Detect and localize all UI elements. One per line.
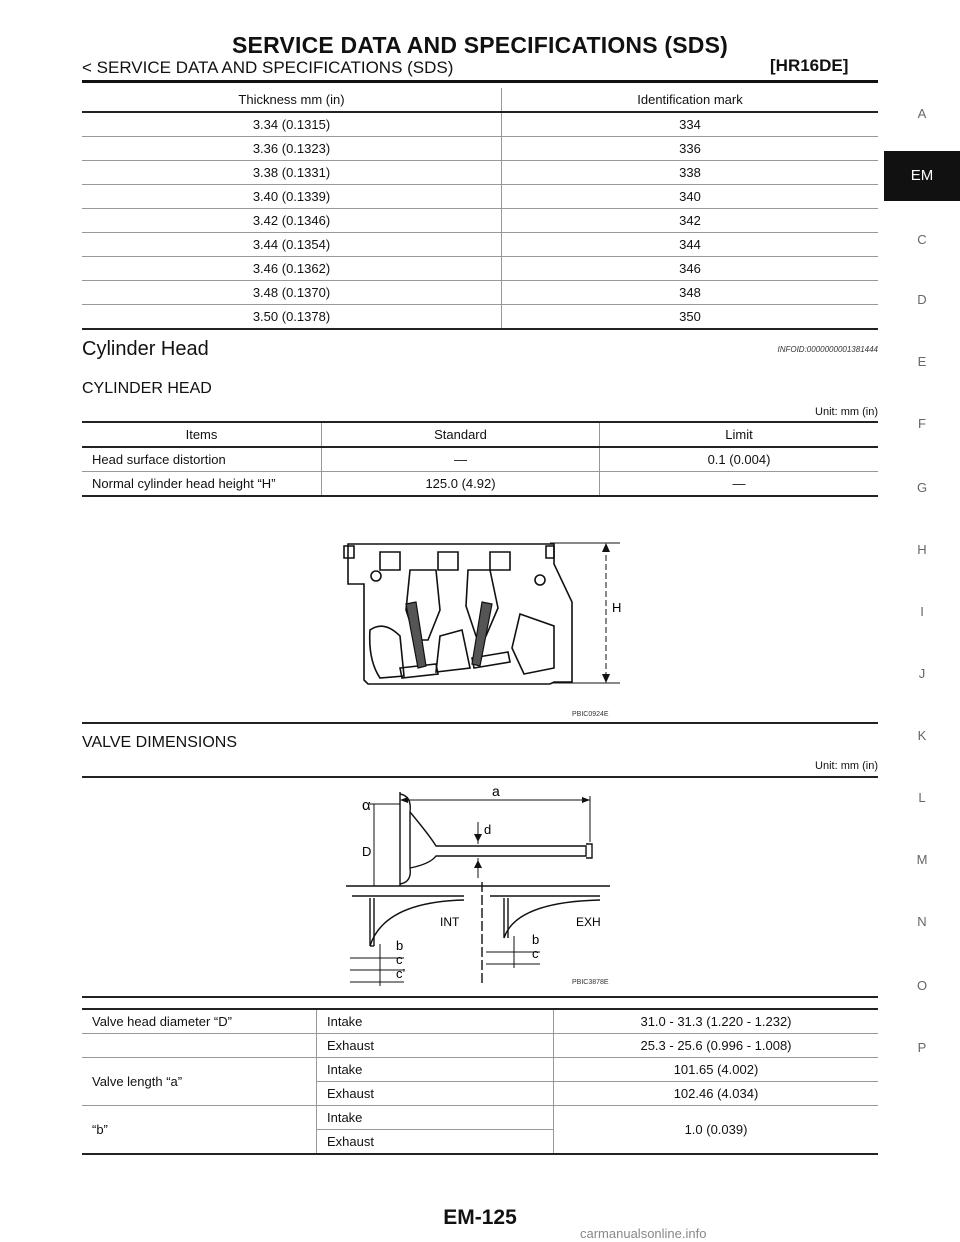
table-row xyxy=(82,257,878,281)
valve-dimensions-diagram xyxy=(340,782,630,992)
engine-model: [HR16DE] xyxy=(770,56,849,75)
type-cell: Exhaust xyxy=(317,1082,554,1106)
value-cell: 102.46 (4.034) xyxy=(554,1082,879,1106)
type-cell: Intake xyxy=(317,1009,554,1034)
thickness-cell: 3.40 (0.1339) xyxy=(82,185,502,209)
table-row xyxy=(82,209,878,233)
unit-label: Unit: mm (in) xyxy=(815,406,878,418)
thickness-cell: 3.42 (0.1346) xyxy=(82,209,502,233)
column-header: Items xyxy=(82,422,322,447)
table-row xyxy=(82,137,878,161)
standard-cell: — xyxy=(322,447,600,472)
subsection-title: VALVE DIMENSIONS xyxy=(82,734,237,751)
item-cell: Head surface distortion xyxy=(82,447,322,472)
section-rule xyxy=(82,996,878,998)
page-title: SERVICE DATA AND SPECIFICATIONS (SDS) xyxy=(232,32,728,58)
table-row xyxy=(82,112,878,137)
thickness-cell: 3.34 (0.1315) xyxy=(82,112,502,137)
table-row xyxy=(82,305,878,330)
table-row xyxy=(82,1106,878,1130)
column-header: Identification mark xyxy=(502,88,879,112)
table-row xyxy=(82,233,878,257)
standard-cell: 125.0 (4.92) xyxy=(322,472,600,497)
margin-b-label: b xyxy=(396,938,404,953)
page-number: EM-125 xyxy=(443,1206,517,1229)
unit-label: Unit: mm (in) xyxy=(815,760,878,772)
table-header-row xyxy=(82,88,878,112)
column-header: Standard xyxy=(322,422,600,447)
tab-o[interactable]: O xyxy=(916,978,928,993)
tab-n[interactable]: N xyxy=(917,914,927,929)
mark-cell: 334 xyxy=(502,112,879,137)
tab-h[interactable]: H xyxy=(917,542,927,557)
tab-f[interactable]: F xyxy=(918,416,926,431)
thickness-cell: 3.36 (0.1323) xyxy=(82,137,502,161)
valve-dimensions-table xyxy=(82,1008,878,1155)
mark-cell: 338 xyxy=(502,161,879,185)
type-cell: Intake xyxy=(317,1106,554,1130)
column-header: Limit xyxy=(600,422,879,447)
watermark: carmanualsonline.info xyxy=(580,1226,707,1241)
tab-g[interactable]: G xyxy=(916,480,928,495)
table-row xyxy=(82,1058,878,1082)
tab-m[interactable]: M xyxy=(916,852,928,867)
cylinder-head-table xyxy=(82,421,878,497)
type-cell: Exhaust xyxy=(317,1130,554,1155)
tab-p[interactable]: P xyxy=(917,1040,927,1055)
table-row xyxy=(82,161,878,185)
item-cell: Valve length “a” xyxy=(82,1058,317,1106)
tab-l[interactable]: L xyxy=(918,790,926,805)
exhaust-label: EXH xyxy=(576,915,601,929)
table-row xyxy=(82,281,878,305)
table-header-row xyxy=(82,422,878,447)
section-breadcrumb: < SERVICE DATA AND SPECIFICATIONS (SDS) xyxy=(82,58,454,77)
value-cell: 25.3 - 25.6 (0.996 - 1.008) xyxy=(554,1034,879,1058)
section-title: Cylinder Head xyxy=(82,338,209,360)
thickness-cell: 3.38 (0.1331) xyxy=(82,161,502,185)
table-row xyxy=(82,472,878,497)
type-cell: Intake xyxy=(317,1058,554,1082)
tab-em[interactable]: EM xyxy=(884,151,960,201)
header-rule xyxy=(82,80,878,83)
thickness-cell: 3.48 (0.1370) xyxy=(82,281,502,305)
tab-k[interactable]: K xyxy=(917,728,927,743)
margin-c-label: c xyxy=(396,952,403,967)
value-cell: 101.65 (4.002) xyxy=(554,1058,879,1082)
tab-j[interactable]: J xyxy=(918,666,926,681)
tab-d[interactable]: D xyxy=(917,292,927,307)
tab-e[interactable]: E xyxy=(917,354,927,369)
cylinder-head-diagram xyxy=(340,540,630,720)
exhaust-c-label: c xyxy=(532,946,539,961)
value-cell: 1.0 (0.039) xyxy=(554,1106,879,1155)
stem-diameter-label: d xyxy=(484,822,492,837)
info-id: INFOID:0000000001381444 xyxy=(777,345,878,354)
item-cell: Valve head diameter “D” xyxy=(82,1009,317,1034)
value-cell: 31.0 - 31.3 (1.220 - 1.232) xyxy=(554,1009,879,1034)
length-label: a xyxy=(492,783,500,799)
tab-i[interactable]: I xyxy=(920,604,924,619)
mark-cell: 346 xyxy=(502,257,879,281)
table-row xyxy=(82,447,878,472)
item-cell: Normal cylinder head height “H” xyxy=(82,472,322,497)
mark-cell: 348 xyxy=(502,281,879,305)
type-cell: Exhaust xyxy=(317,1034,554,1058)
head-diameter-label: D xyxy=(362,844,372,859)
table-row xyxy=(82,1009,878,1034)
thickness-cell: 3.46 (0.1362) xyxy=(82,257,502,281)
shim-thickness-table xyxy=(82,88,878,330)
item-cell: “b” xyxy=(82,1106,317,1155)
margin-c-prime-label: c’ xyxy=(396,966,406,981)
mark-cell: 342 xyxy=(502,209,879,233)
mark-cell: 336 xyxy=(502,137,879,161)
column-header: Thickness mm (in) xyxy=(82,88,502,112)
subsection-title: CYLINDER HEAD xyxy=(82,380,212,397)
limit-cell: — xyxy=(600,472,879,497)
thickness-cell: 3.44 (0.1354) xyxy=(82,233,502,257)
tab-c[interactable]: C xyxy=(917,232,927,247)
alpha-label: α xyxy=(362,797,371,814)
mark-cell: 340 xyxy=(502,185,879,209)
section-rule xyxy=(82,722,878,724)
mark-cell: 344 xyxy=(502,233,879,257)
tab-a[interactable]: A xyxy=(917,106,927,121)
section-rule xyxy=(82,776,878,778)
item-cell xyxy=(82,1034,317,1058)
table-row xyxy=(82,185,878,209)
intake-label: INT xyxy=(440,915,460,929)
limit-cell: 0.1 (0.004) xyxy=(600,447,879,472)
exhaust-b-label: b xyxy=(532,932,540,947)
figure-code: PBIC0924E xyxy=(572,711,609,718)
height-label: H xyxy=(612,600,622,615)
mark-cell: 350 xyxy=(502,305,879,330)
table-row xyxy=(82,1034,878,1058)
thickness-cell: 3.50 (0.1378) xyxy=(82,305,502,330)
figure-code: PBIC3878E xyxy=(572,979,609,986)
